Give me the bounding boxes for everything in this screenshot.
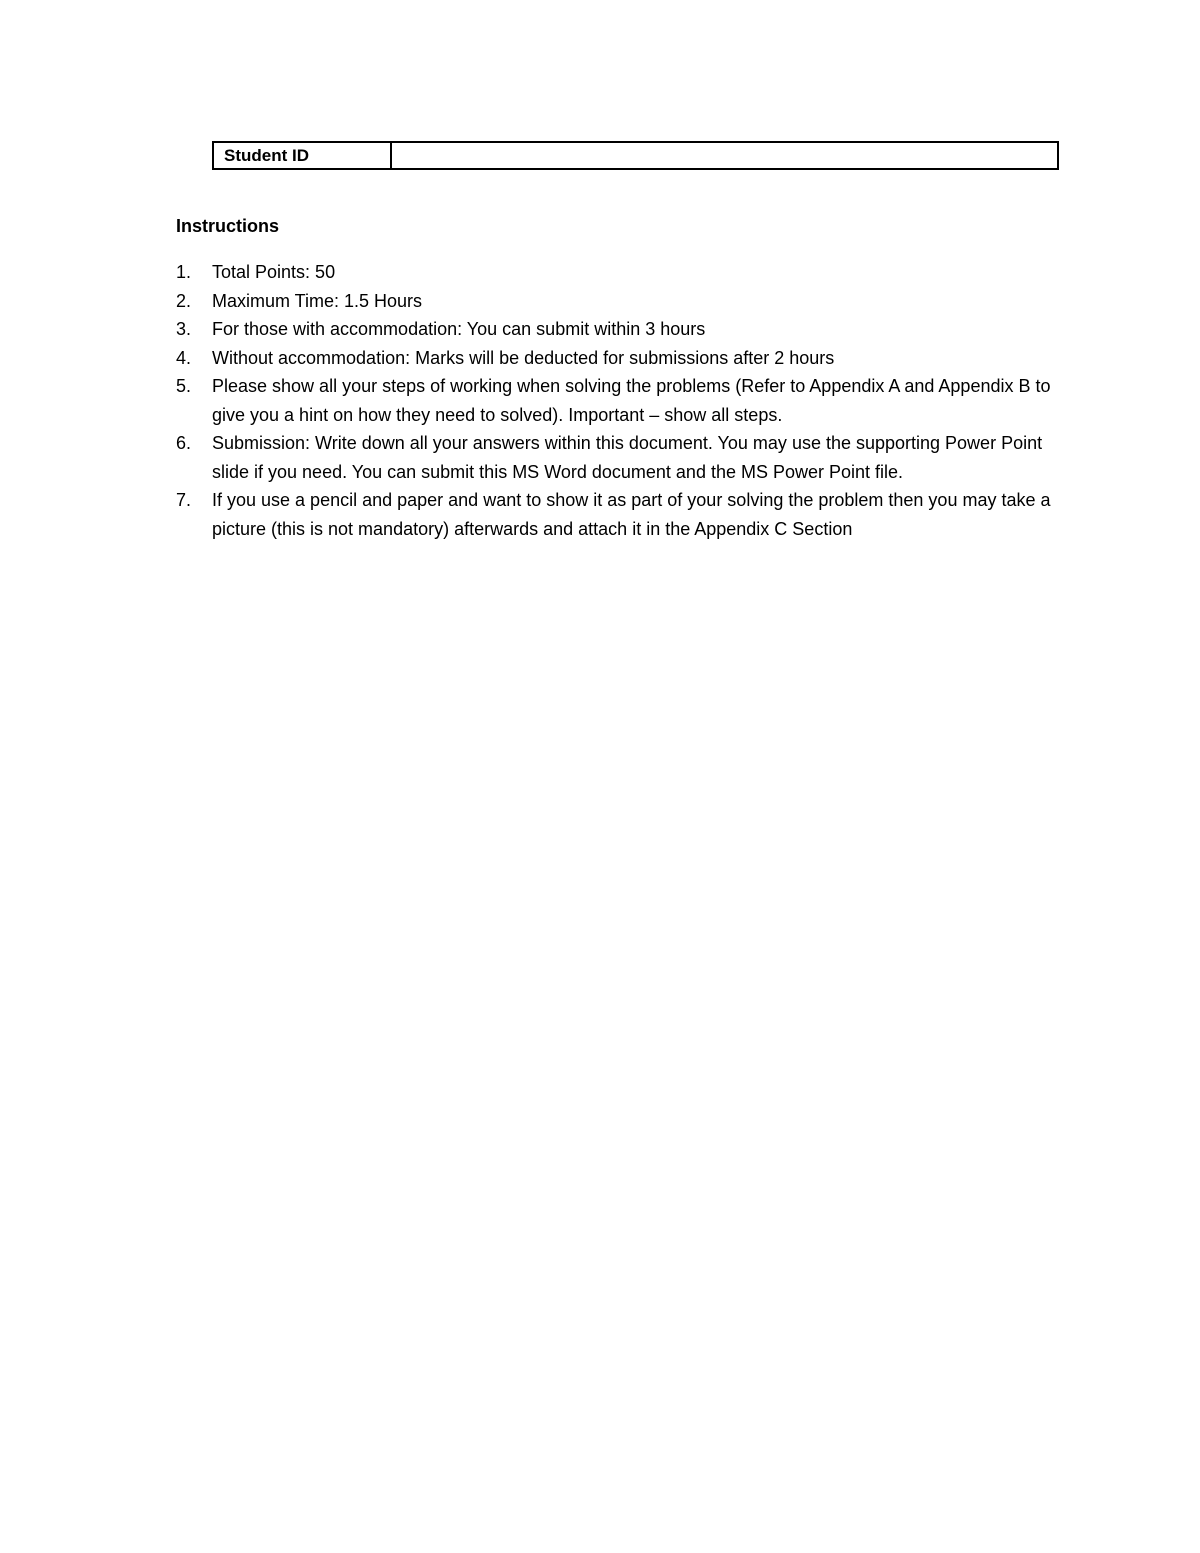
- list-item-number: 6.: [176, 433, 192, 453]
- list-item: [176, 372, 1056, 429]
- list-item-text: Please show all your steps of working when solving the problems (Refer to Appendix A and Appendix B to give you a hint on how they need to solved). Important – show all steps.: [212, 376, 1051, 425]
- instructions-heading: Instructions: [176, 216, 280, 236]
- list-item-text: For those with accommodation: You can submit within 3 hours: [212, 319, 706, 339]
- instructions-list: [176, 258, 1056, 543]
- student-id-row: [213, 142, 1058, 169]
- list-item: [176, 287, 1056, 316]
- list-item-number: 2.: [176, 290, 192, 311]
- student-id-field[interactable]: [391, 142, 1058, 169]
- list-item: [176, 315, 1056, 344]
- list-item-number: 1.: [176, 262, 192, 282]
- list-item-text: Total Points: 50: [212, 262, 336, 282]
- list-item-text: Submission: Write down all your answers within this document. You may use the supporting Power Point slide if you need. You can submit this MS Word document and the MS Power Point file.: [212, 433, 1043, 482]
- list-item-number: 3.: [176, 319, 192, 339]
- list-item: [176, 258, 1056, 287]
- list-item-number: 5.: [176, 376, 192, 396]
- list-item: [176, 429, 1056, 486]
- list-item-number: 7.: [176, 490, 192, 510]
- student-id-label: Student ID: [213, 142, 391, 169]
- list-item-text: If you use a pencil and paper and want to show it as part of your solving the problem then you may take a picture (this is not mandatory) afterwards and attach it in the Appendix C Section: [212, 490, 1051, 539]
- list-item: [176, 486, 1056, 543]
- list-item: [176, 344, 1056, 373]
- student-id-table: [212, 141, 1059, 170]
- list-item-number: 4.: [176, 347, 192, 368]
- list-item-text: Without accommodation: Marks will be deducted for submissions after 2 hours: [212, 347, 835, 368]
- list-item-text: Maximum Time: 1.5 Hours: [212, 290, 423, 311]
